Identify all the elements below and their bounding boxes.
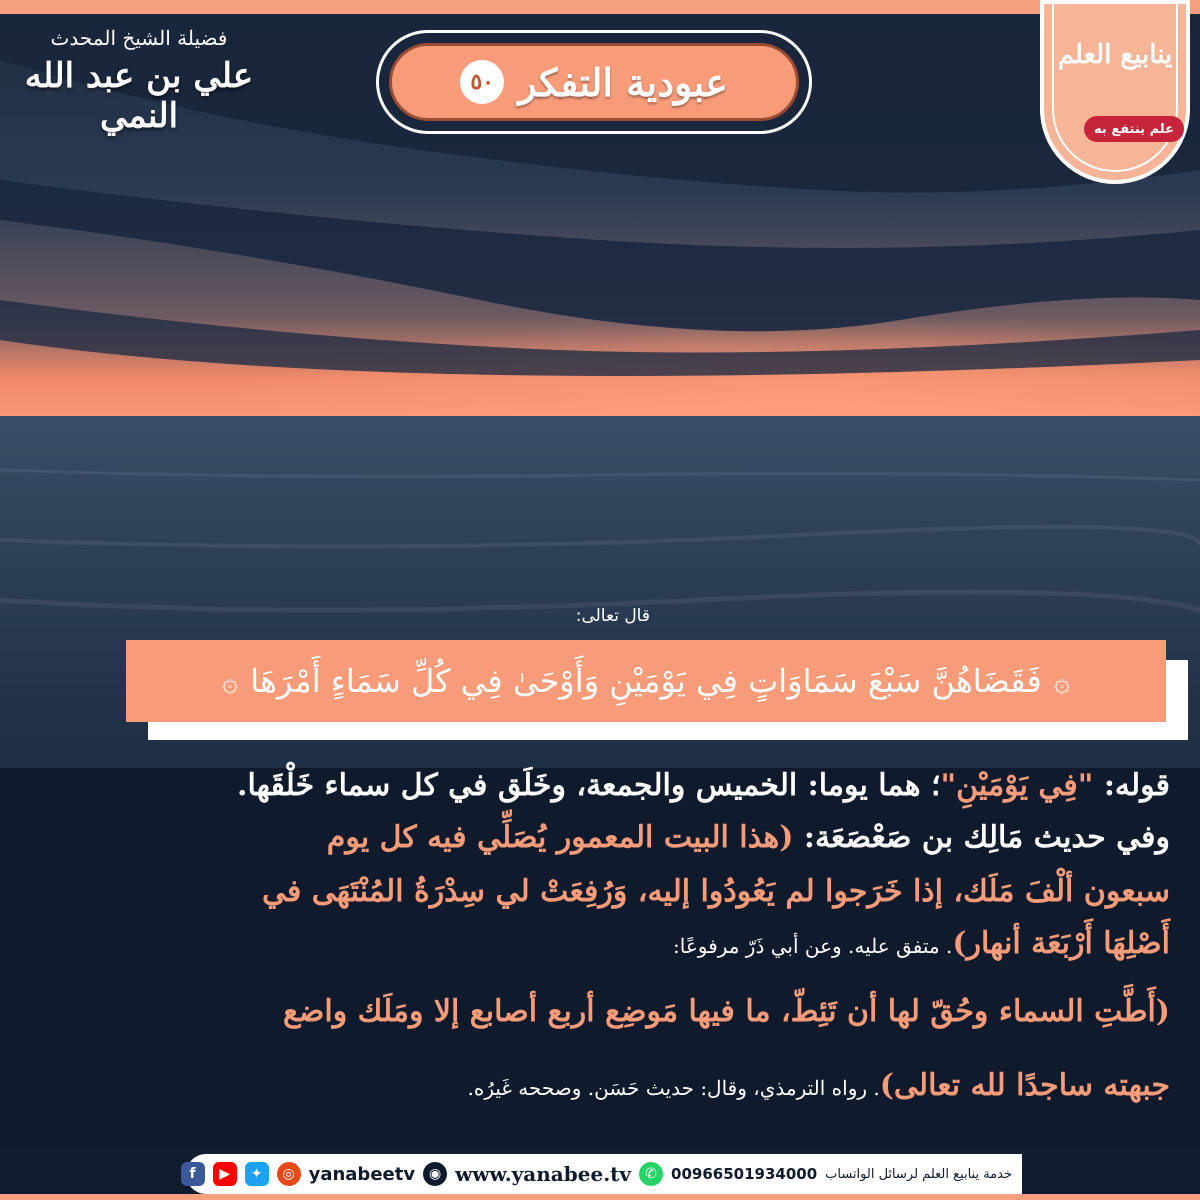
title-banner <box>376 30 812 134</box>
attribution-text: . متفق عليه. وعن أبي ذَرّ مرفوعًا: <box>673 934 953 958</box>
sheikh-name: علي بن عبد الله النمي <box>24 56 254 136</box>
quoted-phrase: "فِي يَوْمَيْنِ" <box>940 768 1094 803</box>
attribution-text: . رواه الترمذي، وقال: حديث حَسَن. وصححه غَيرُه. <box>467 1076 880 1100</box>
top-border <box>0 0 1200 14</box>
body-line-2 <box>327 820 1170 855</box>
sheikh-title: فضيلة الشيخ المحدث <box>50 26 228 50</box>
youtube-icon[interactable]: ▶ <box>213 1162 237 1186</box>
body-line-1 <box>237 768 1170 803</box>
verse-box <box>126 640 1166 722</box>
bottom-border <box>0 1194 1200 1200</box>
title-banner-inner <box>389 43 799 121</box>
whatsapp-icon[interactable]: ✆ <box>639 1162 663 1186</box>
body-line-3: سبعون ألْفَ مَلَك، إذا خَرَجوا لم يَعُودُوا إليه، وَرُفِعَتْ لي سِدْرَةُ المُنْتَهَى في <box>261 874 1170 909</box>
quran-verse: فَقَضَاهُنَّ سَبْعَ سَمَاوَاتٍ فِي يَوْمَيْنِ وَأَوْحَىٰ فِي كُلِّ سَمَاءٍ أَمْرَهَا <box>250 662 1042 700</box>
episode-number: ٥٠ <box>460 60 504 104</box>
body-line-5: (أَطَّتِ السماء وحُقّ لها أن تَئِطّ، ما فيها مَوضِع أربع أصابع إلا ومَلَك واضع <box>282 994 1170 1029</box>
footer-service-label: خدمة ينابيع العلم لرسائل الواتساب <box>825 1166 1012 1182</box>
twitter-icon[interactable]: ✦ <box>245 1162 269 1186</box>
facebook-icon[interactable]: f <box>181 1162 205 1186</box>
page-title: عبودية التفكر <box>518 59 728 105</box>
footer-bar <box>186 1154 1022 1194</box>
logo-badge-frame <box>1052 0 1178 172</box>
verse-intro: قال تعالى: <box>575 606 650 626</box>
body-line-4 <box>673 926 1170 961</box>
body-text: قوله: <box>1093 768 1170 803</box>
body-line-6 <box>467 1068 1170 1103</box>
yanabee-logo <box>1040 0 1190 184</box>
logo-tagline: علم ينتفع به <box>1084 116 1184 142</box>
footer-phone[interactable]: 00966501934000 <box>671 1165 818 1183</box>
footer-website-link[interactable]: www.yanabee.tv <box>455 1162 632 1186</box>
website-icon[interactable]: ◉ <box>423 1162 447 1186</box>
hadith-text: جبهته ساجدًا لله تعالى) <box>879 1068 1170 1103</box>
ornament-left-icon: ۞ <box>221 664 239 698</box>
body-text: ؛ هما يوما: الخميس والجمعة، وخَلَق في كل سماء خَلْقَها. <box>237 768 941 803</box>
hadith-text: أَصْلِهَا أَرْبَعَة أنهار) <box>952 926 1170 961</box>
body-text: وفي حديث مَالِك بن صَعْصَعَة: <box>793 820 1170 855</box>
logo-name: ينابيع العلم <box>1057 40 1173 70</box>
dribbble-icon[interactable]: ◎ <box>277 1162 301 1186</box>
footer-social-handle[interactable]: yanabeetv <box>308 1163 416 1185</box>
ornament-right-icon: ۞ <box>1053 664 1071 698</box>
hadith-text: (هذا البيت المعمور يُصَلِّي فيه كل يوم <box>326 820 794 855</box>
sheikh-signature <box>14 26 264 136</box>
